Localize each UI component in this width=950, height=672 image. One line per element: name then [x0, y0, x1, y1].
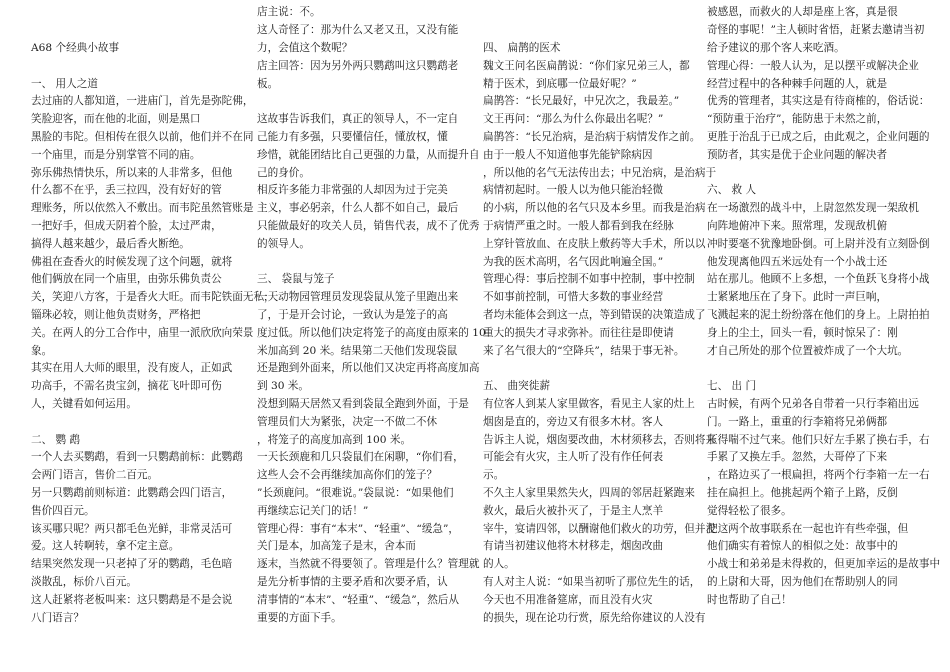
text-line: 还是跑到外面来，所以他们又决定再将高度加高 — [257, 362, 480, 375]
column-2 — [257, 6, 486, 627]
text-line: 八门语言？ — [31, 611, 84, 624]
text-line: 重要的方面下手。 — [257, 611, 342, 624]
text-line: ”长颈鹿问。“很难说。”袋鼠说：“如果他们 — [257, 486, 454, 499]
text-line: 这故事告诉我们，真正的领导人，不一定自 — [257, 113, 459, 126]
text-line: 板。 — [257, 77, 279, 90]
text-line: 挂在扁担上。他挑起两个箱子上路，反倒 — [707, 486, 898, 499]
text-line: 理账务，所以依然入不敷出。而韦陀虽然管账是 — [31, 202, 254, 215]
text-line: 珍惜，就能团结比自己更强的力量，从而提升自 — [257, 148, 480, 161]
text-line: 店主说：不。 — [257, 6, 321, 19]
text-line: 一天长颈鹿和几只袋鼠们在闲聊，“你们看， — [257, 451, 464, 464]
text-line: 弥乐佛热情快乐，所以来的人非常多，但他 — [31, 166, 233, 179]
text-line: 魏文王问名医扁鹊说：“你们家兄弟三人，都 — [483, 59, 690, 72]
text-line: 的人。 — [483, 558, 515, 571]
text-line: 一天动物园管理员发现袋鼠从笼子里跑出来 — [257, 291, 459, 304]
text-line: 上穿针管放血、在皮肤上敷药等大手术，所以以 — [483, 237, 706, 250]
text-line: 门。一路上，重重的行李箱将兄弟俩都 — [707, 415, 888, 428]
text-line: 的损失，现在论功行赏，原先给你建议的人没有 — [483, 611, 706, 624]
text-line: 三、 袋鼠与笼子 — [257, 273, 335, 286]
text-line: 黑脸的韦陀。但相传在很久以前，他们并不在同 — [31, 130, 254, 143]
text-line: 了，于是开会讨论，一致认为是笼子的高 — [257, 308, 448, 321]
text-line: 二、 鹦 鹉 — [31, 433, 81, 446]
text-line: 管理员们大为紧张，决定一不做二不休 — [257, 415, 438, 428]
text-line: 示。 — [483, 469, 505, 482]
text-line: 由于一般人不知道他事先能铲除病因 — [483, 148, 653, 161]
column-4 — [707, 6, 941, 610]
text-line: A68 个经典小故事 — [31, 42, 120, 54]
text-line: 一个庙里，而是分别掌管不同的庙。 — [31, 148, 201, 161]
text-line: 搞得人越来越少，最后香火断绝。 — [31, 237, 190, 250]
text-line: 优秀的管理者，其实这是有待商榷的，俗话说： — [707, 95, 930, 108]
text-line: 于病情严重之时。一般人都看到我在经脉 — [483, 219, 674, 232]
text-line: 管理心得：事后控制不如事中控制，事中控制 — [483, 273, 695, 286]
text-line: 一、 用人之道 — [31, 77, 98, 90]
text-line: 手累了又换左手。忽然，大哥停了下来 — [707, 451, 888, 464]
text-line: 这人奇怪了：那为什么又老又丑，又没有能 — [257, 24, 459, 37]
text-line: 站在那儿。他顾不上多想，一个鱼跃飞身将小战 — [707, 273, 930, 286]
text-line: 爱。这人转啊转，拿不定主意。 — [31, 540, 180, 553]
text-line: 己能力有多强，只要懂信任，懂放权，懂 — [257, 130, 448, 143]
text-line: 没想到隔天居然又看到袋鼠全跑到外面，于是 — [257, 397, 469, 410]
text-line: 身上的尘土，回头一看，顿时惊呆了：刚 — [707, 326, 898, 339]
text-line: 士紧紧地压在了身下。此时一声巨响， — [707, 291, 888, 304]
text-line — [257, 254, 473, 272]
text-line: 向阵地俯冲下来。照常理，发现敌机俯 — [707, 219, 888, 232]
text-line: 给予建议的那个客人来吃酒。 — [707, 42, 845, 54]
text-line: 度过低。所以他们决定将笼子的高度由原来的 10 — [257, 326, 486, 339]
text-line: 售价四百元。 — [31, 504, 95, 517]
text-line: 有人对主人说：“如果当初听了那位先生的话， — [483, 575, 701, 588]
text-line: 相反许多能力非常强的人却因为过于完美 — [257, 184, 448, 197]
text-line: 经营过程中的各种棘手问题的人，就是 — [707, 77, 888, 90]
text-line: 四、 扁鹊的医术 — [483, 42, 561, 54]
text-line: 不如事前控制，可惜大多数的事业经营 — [483, 291, 664, 304]
text-line: 去过庙的人都知道，一进庙门，首先是弥陀佛， — [31, 95, 254, 108]
text-line: 告诉主人说，烟囱要改曲，木材须移去，否则将来 — [483, 433, 717, 446]
text-line: 小战士和弟弟是未得救的，但更加幸运的是故事中 — [707, 558, 941, 571]
text-line: 救火，最后火被扑灭了，于是主人烹羊 — [483, 504, 664, 517]
text-line: 被感恩，而救火的人却是座上客，真是很 — [707, 6, 898, 19]
text-line: 逐末，当然就不得要领了。管理是什么？管理就 — [257, 558, 480, 571]
text-line: 才自己所处的那个位置被炸成了一个大坑。 — [707, 344, 909, 357]
text-line: 关，笑迎八方客，于是香火大旺。而韦陀铁面无私， — [31, 291, 275, 304]
text-line: 力，会值这个数呢？ — [257, 42, 353, 54]
text-line: 这人赶紧将老板叫来：这只鹦鹉是不是会说 — [31, 593, 233, 606]
text-line: ，在路边买了一根扁担，将两个行李箱一左一右 — [707, 469, 930, 482]
text-line: 其实在用人大师的眼里，没有废人，正如武 — [31, 362, 233, 375]
text-line: 象。 — [31, 344, 53, 357]
text-line: 会两门语言，售价二百元。 — [31, 469, 159, 482]
text-line: 更胜于治乱于已成之后，由此观之，企业问题的 — [707, 130, 930, 143]
text-line: 淡散乱，标价八百元。 — [31, 575, 137, 588]
text-line: 佛祖在查香火的时候发现了这个问题，就将 — [31, 255, 233, 268]
text-line: 奇怪的事呢！”主人顿时省悟，赶紧去邀请当初 — [707, 24, 925, 37]
text-line: 结果突然发现一只老掉了牙的鹦鹉，毛色暗 — [31, 558, 233, 571]
text-line: 七、 出 门 — [707, 380, 757, 393]
text-line — [707, 165, 925, 183]
text-line: 管理心得：事有“本末”、“轻重”、“缓急”， — [257, 522, 459, 535]
text-line: 清事情的“本末”、“轻重”、“缓急”，然后从 — [257, 593, 459, 606]
text-line: 的小病，所以他的名气只及本乡里。而我是治病 — [483, 202, 706, 215]
text-line: 者均未能体会到这一点，等到错误的决策造成了 — [483, 308, 706, 321]
text-line: 锱珠必较，则让他负责财务，严格把 — [31, 308, 201, 321]
text-line: 一把好手，但成天阴着个脸，太过严肃， — [31, 219, 222, 232]
text-line — [31, 58, 246, 76]
text-line: 有位客人到某人家里做客，看见主人家的灶上 — [483, 397, 695, 410]
text-line: 有请当初建议他将木材移走，烟囱改曲 — [483, 540, 664, 553]
text-line: 的上尉和大哥，因为他们在帮助别人的同 — [707, 575, 898, 588]
text-line: 该买哪只呢？两只都毛色光鲜，非常灵活可 — [31, 522, 233, 535]
text-line: 是先分析事情的主要矛盾和次要矛盾，认 — [257, 575, 448, 588]
text-line: 来了名气很大的“空降兵”，结果于事无补。 — [483, 344, 685, 357]
text-line: 把这两个故事联系在一起也许有些牵强，但 — [707, 522, 909, 535]
text-line: 他们确实有着惊人的相似之处：故事中的 — [707, 540, 898, 553]
text-line: 主义，事必躬亲，什么人都不如自己，最后 — [257, 202, 459, 215]
text-line: 关。在两人的分工合作中，庙里一派欣欣向荣景 — [31, 326, 254, 339]
text-line: 的领导人。 — [257, 237, 310, 250]
text-line: 压得喘不过气来。他们只好左手累了换右手，右 — [707, 433, 930, 446]
text-line: 米加高到 20 米。结果第二天他们发现袋鼠 — [257, 344, 458, 357]
text-line — [483, 360, 703, 378]
text-line: 功高手，不需名贵宝剑，摘花飞叶即可伤 — [31, 380, 222, 393]
text-line: 扁鹊答：“长兄治病，是治病于病情发作之前。 — [483, 130, 701, 143]
text-line: 文王再问：“那么为什么你最出名呢？” — [483, 113, 664, 126]
text-line: ，将笼子的高度加高到 100 米。 — [257, 433, 412, 446]
column-3 — [483, 40, 717, 627]
text-line — [707, 360, 925, 378]
text-line: 时也帮助了自己！ — [707, 593, 792, 606]
text-line: 扁鹊答：“长兄最好，中兄次之，我最差。” — [483, 95, 680, 108]
text-line: 他们俩放在同一个庙里，由弥乐佛负责公 — [31, 273, 222, 286]
text-line: 飞溅起来的泥土纷纷落在他们的身上。上尉拍拍 — [707, 308, 930, 321]
text-line: 什么都不在乎，丢三拉四，没有好好的管 — [31, 184, 222, 197]
text-line: 宰牛，宴请四邻，以酬谢他们救火的功劳，但并没 — [483, 522, 717, 535]
text-line: 另一只鹦鹉前则标道：此鹦鹉会四门语言， — [31, 486, 233, 499]
text-line: 可能会有火灾，主人听了没有作任何表 — [483, 451, 664, 464]
text-line — [257, 93, 473, 111]
text-line: 在一场激烈的战斗中，上尉忽然发现一架敌机 — [707, 202, 919, 215]
text-line: 五、 曲突徙薪 — [483, 380, 550, 393]
text-line: 店主回答：因为另外两只鹦鹉叫这只鹦鹉老 — [257, 59, 459, 72]
text-line: 今天也不用准备筵席，而且没有火灾 — [483, 593, 653, 606]
text-line: 冲时要毫不犹豫地卧倒。可上尉并没有立刻卧倒 — [707, 237, 930, 250]
text-line: 管理心得：一般人认为，足以摆平或解决企业 — [707, 59, 919, 72]
text-line: 再继续忘记关门的话！” — [257, 504, 369, 517]
text-line: ，所以他的名气无法传出去；中兄治病，是治病于 — [483, 166, 717, 179]
text-line: 预防者，其实是优于企业问题的解决者 — [707, 148, 888, 161]
text-line: 重大的损失才寻求弥补。而往往是即使请 — [483, 326, 674, 339]
text-line: 六、 救 人 — [707, 184, 757, 197]
text-line: 他发现离他四五米远处有一个小战士还 — [707, 255, 888, 268]
text-line: 为我的医术高明，名气因此响遍全国。” — [483, 255, 664, 268]
text-line: 不久主人家里果然失火，四周的邻居赶紧跑来 — [483, 486, 695, 499]
text-line: 只能做最好的攻关人员，销售代表，成不了优秀 — [257, 219, 480, 232]
text-line: 己的身价。 — [257, 166, 310, 179]
text-line: 人，关键看如何运用。 — [31, 397, 137, 410]
text-line: 笑脸迎客，而在他的北面，则是黑口 — [31, 113, 201, 126]
text-line: “预防重于治疗”，能防患于未然之前， — [707, 113, 888, 126]
text-line: 一个人去买鹦鹉，看到一只鹦鹉前标：此鹦鹉 — [31, 451, 243, 464]
text-line — [31, 414, 246, 432]
text-line: 精于医术，到底哪一位最好呢？” — [483, 77, 637, 90]
text-line: 关门是本，加高笼子是末，舍本而 — [257, 540, 416, 553]
text-line: 烟囱是直的，旁边又有很多木材。客人 — [483, 415, 664, 428]
text-line: 病情初起时。一般人以为他只能治轻微 — [483, 184, 664, 197]
text-line: 古时候，有两个兄弟各自带着一只行李箱出远 — [707, 397, 919, 410]
column-1 — [31, 40, 275, 627]
text-line: 这些人会不会再继续加高你们的笼子？ — [257, 469, 438, 482]
text-line: 到 30 米。 — [257, 380, 309, 393]
text-line: 觉得轻松了很多。 — [707, 504, 792, 517]
